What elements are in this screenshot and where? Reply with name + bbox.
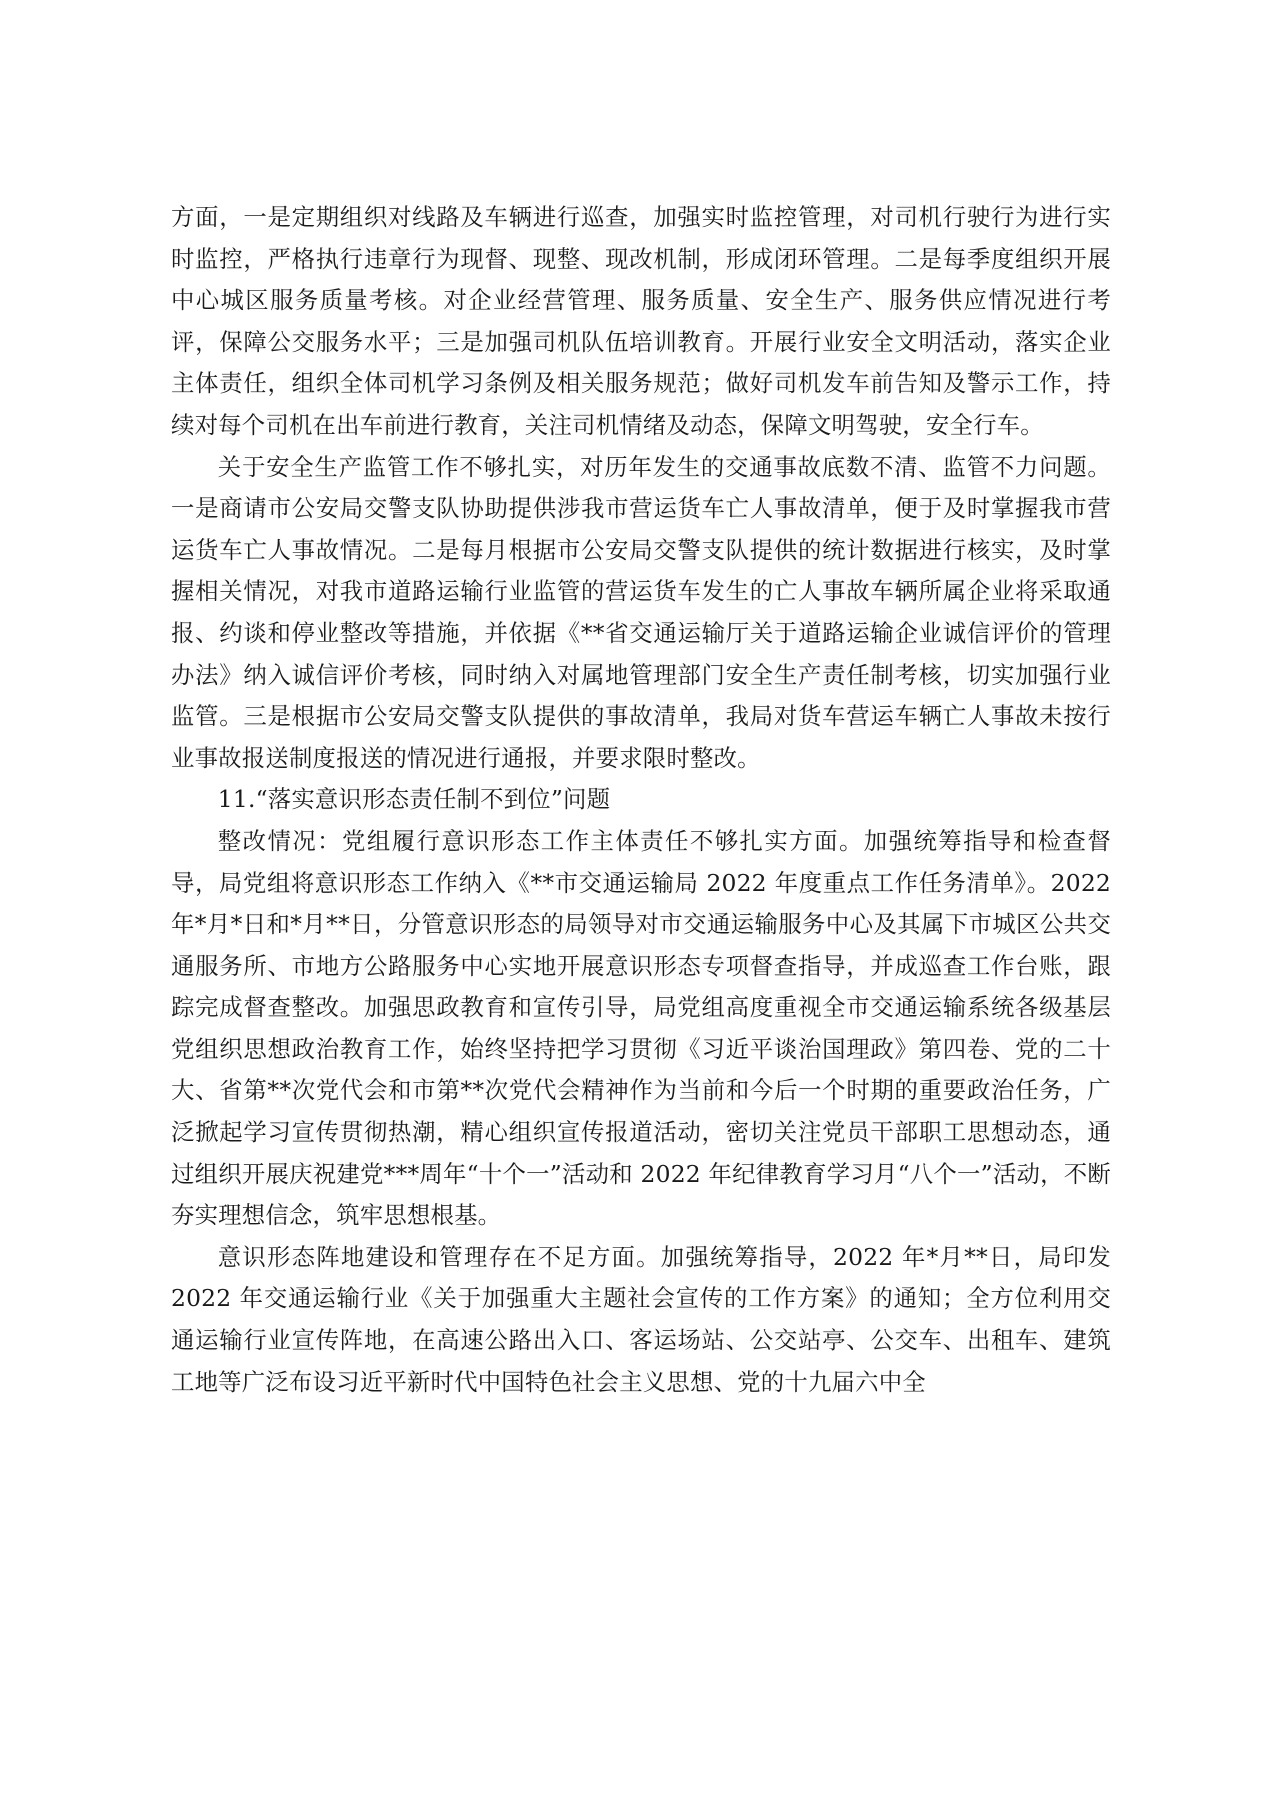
paragraph-safety-supervision: 关于安全生产监管工作不够扎实，对历年发生的交通事故底数不清、监管不力问题。一是商请市公安局交警支队协助提供涉我市营运货车亡人事故清单，便于及时掌握我市营运货车亡人事故情况。二是每月根据市公安局交警支队提供的统计数据进行核实，及时掌握相关情况，对我市道路运输行业监管的营运货车发生的亡人事故车辆所属企业将采取通报、约谈和停业整改等措施，并依据《**省交通运输厅关于道路运输企业诚信评价的管理办法》纳入诚信评价考核，同时纳入对属地管理部门安全生产责任制考核，切实加强行业监管。三是根据市公安局交警支队提供的事故清单，我局对货车营运车辆亡人事故未按行业事故报送制度报送的情况进行通报，并要求限时整改。	[171, 452, 1111, 772]
section-heading-11: 11.“落实意识形态责任制不到位”问题	[217, 785, 611, 814]
document-body	[171, 197, 1111, 1403]
paragraph-continuation: 方面，一是定期组织对线路及车辆进行巡查，加强实时监控管理，对司机行驶行为进行实时监控，严格执行违章行为现督、现整、现改机制，形成闭环管理。二是每季度组织开展中心城区服务质量考核。对企业经营管理、服务质量、安全生产、服务供应情况进行考评，保障公交服务水平；三是加强司机队伍培训教育。开展行业安全文明活动，落实企业主体责任，组织全体司机学习条例及相关服务规范；做好司机发车前告知及警示工作，持续对每个司机在出车前进行教育，关注司机情绪及动态，保障文明驾驶，安全行车。	[171, 203, 1111, 439]
paragraph-rectification-status: 整改情况：党组履行意识形态工作主体责任不够扎实方面。加强统筹指导和检查督导，局党组将意识形态工作纳入《**市交通运输局 2022 年度重点工作任务清单》。2022 年*月*日和*月**日，分管意识形态的局领导对市交通运输服务中心及其属下市城区公共交通服务所、市地方公路服务中心实地开展意识形态专项督查指导，并成巡查工作台账，跟踪完成督查整改。加强思政教育和宣传引导，局党组高度重视全市交通运输系统各级基层党组织思想政治教育工作，始终坚持把学习贯彻《习近平谈治国理政》第四卷、党的二十大、省第**次党代会和市第**次党代会精神作为当前和今后一个时期的重要政治任务，广泛掀起学习宣传贯彻热潮，精心组织宣传报道活动，密切关注党员干部职工思想动态，通过组织开展庆祝建党***周年“十个一”活动和 2022 年纪律教育学习月“八个一”活动，不断夯实理想信念，筑牢思想根基。	[171, 826, 1111, 1230]
paragraph-ideology-position: 意识形态阵地建设和管理存在不足方面。加强统筹指导，2022 年*月**日，局印发 2022 年交通运输行业《关于加强重大主题社会宣传的工作方案》的通知；全方位利用交通运输行业宣传阵地，在高速公路出入口、客运场站、公交站亭、公交车、出租车、建筑工地等广泛布设习近平新时代中国特色社会主义思想、党的十九届六中全	[171, 1242, 1111, 1396]
